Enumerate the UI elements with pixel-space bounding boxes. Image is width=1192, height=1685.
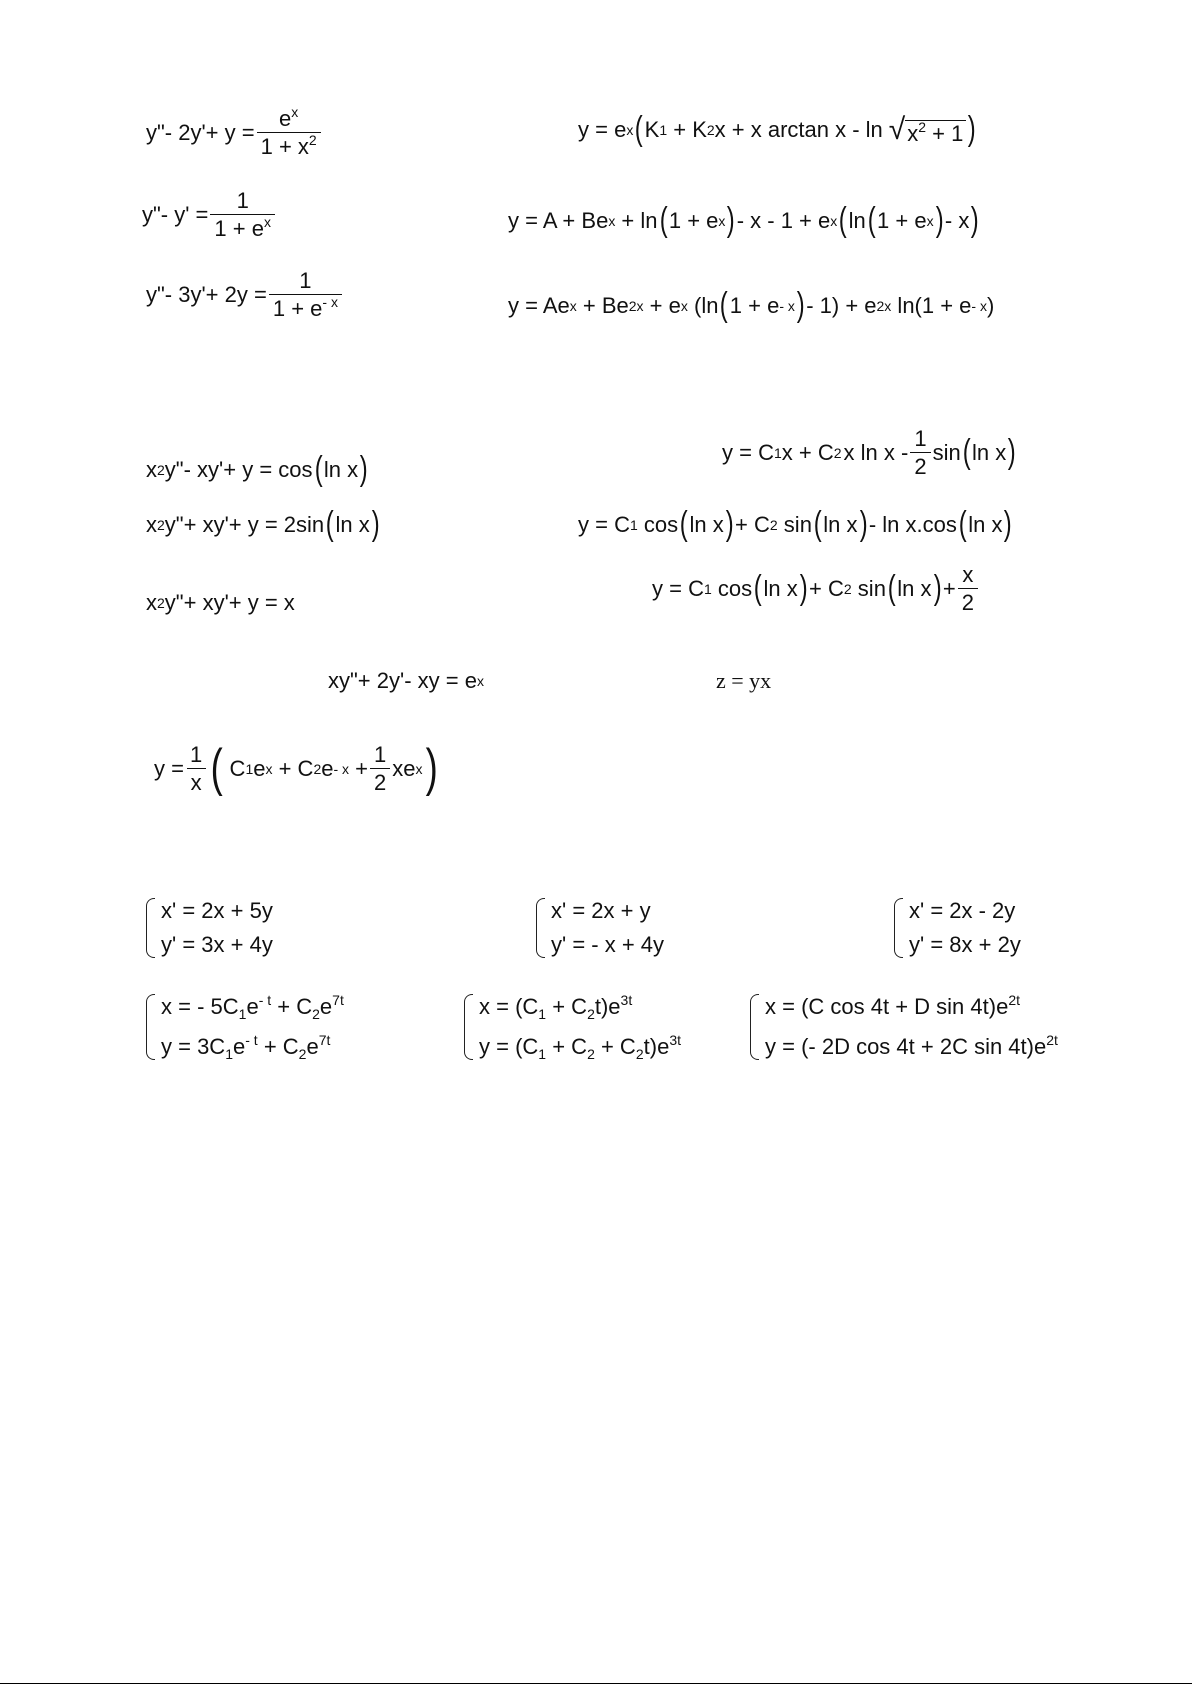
sol5-b: cos (637, 511, 679, 537)
sol2-f: 1 + e (877, 207, 927, 233)
sol3-h: ) (986, 292, 995, 318)
fraction-numerator: 1 (299, 268, 312, 293)
eq5-a: x (146, 511, 157, 537)
open-paren: ( (962, 433, 971, 472)
sol2-b: + ln (615, 207, 658, 233)
eq4-c: ln x (323, 456, 359, 482)
sqrt-tail: + 1 (926, 121, 964, 146)
part: t)e (594, 994, 621, 1019)
solution-7: y = $\frac{1}{x}$ ( C 1 e x + C 2 e - x + $\frac{1}{2}$ xe x ) (154, 739, 438, 798)
system-solution-1-line-1 (161, 992, 344, 1022)
brace-icon (146, 994, 155, 1060)
sub: 1 (238, 1006, 247, 1022)
part: e (319, 994, 333, 1019)
sol1-pre: y = e (578, 117, 627, 142)
eq6-a: x (146, 590, 157, 615)
equation-1 (146, 104, 323, 159)
system-solution-1-line-2 (161, 1032, 344, 1062)
solution-4: y = C 1 x + C 2 x ln x - $\frac{1}{2}$ sin ( ln x ) (722, 426, 1016, 479)
open-paren: ( (838, 201, 847, 239)
sol2-d: - x - 1 + e (736, 207, 831, 233)
sol5-a: y = C (578, 511, 630, 537)
close-paren: ) (371, 505, 380, 543)
fraction-denominator (269, 294, 342, 320)
open-paren: ( (753, 569, 762, 608)
fraction-numerator: 1 (914, 426, 927, 451)
sol7-a: y = (154, 756, 184, 781)
sup: 2t (1046, 1032, 1058, 1048)
sol2-c: 1 + e (668, 207, 719, 233)
system-3-lines (909, 898, 1021, 958)
system-solution-1 (146, 994, 344, 1060)
brace-icon (146, 898, 155, 958)
brace-icon (750, 994, 759, 1060)
part: e (306, 1034, 319, 1059)
sol7-d: + C (272, 756, 314, 781)
sol3-e: 1 + e (729, 292, 780, 318)
close-paren: ) (725, 505, 734, 543)
part: y = (- 2D cos 4t + 2C sin 4t)e (765, 1034, 1047, 1059)
close-paren: ) (859, 505, 868, 543)
sol6-d: + C (809, 576, 844, 601)
sol7-e: e (321, 756, 334, 781)
system-solution-3 (750, 994, 1058, 1060)
num-sup: x (291, 104, 299, 120)
solution-2: y = A + Be x + ln ( 1 + e x ) - x - 1 + e x ( ln ( 1 + e x ) - x ) (508, 201, 980, 239)
open-paren: ( (679, 505, 688, 543)
sol7-c: e (253, 756, 266, 781)
fraction-denominator: 2 (958, 588, 978, 614)
sol2-e: ln (848, 207, 866, 233)
system-2-lines (551, 898, 664, 958)
sol7-g: xe (392, 756, 416, 781)
part: + C (257, 1034, 299, 1059)
sol7-fraction (186, 744, 206, 794)
eq4-b: y"- xy'+ y = cos (164, 456, 313, 482)
open-paren: ( (720, 286, 729, 324)
part: y = (C (479, 1034, 539, 1059)
close-paren: ) (968, 110, 977, 149)
sub: 1 (225, 1046, 233, 1062)
sol4-e: ln x (972, 440, 1007, 465)
open-paren: ( (635, 110, 643, 149)
close-paren: ) (359, 450, 368, 488)
close-paren: ) (971, 201, 980, 239)
open-paren: ( (958, 505, 967, 543)
sol5-h: ln x (968, 511, 1003, 537)
equation-2-lhs: y"- y' = (142, 202, 209, 227)
open-paren: ( (887, 569, 896, 608)
sol6-c: ln x (763, 576, 798, 601)
open-paren: ( (325, 505, 334, 543)
system-3 (894, 898, 1021, 958)
open-paren: ( (867, 201, 876, 239)
sol6-f: ln x (897, 576, 932, 601)
system-1-line-2: y' = 3x + 4y (161, 932, 273, 957)
sol1-plus: + K (667, 117, 707, 142)
solution-1: y = e x ( K 1 + K 2 x + x arctan x - ln √ $x^2 + 1$ ) (578, 110, 977, 149)
sol2-a: y = A + Be (508, 207, 609, 233)
sol7-b: C (229, 756, 246, 781)
equation-4: x 2 y"- xy'+ y = cos ( ln x ) (146, 450, 368, 488)
sol6-g: + (942, 576, 956, 601)
brace-icon (536, 898, 545, 958)
sup: 2t (1008, 992, 1020, 1008)
system-solution-3-line-1 (765, 992, 1058, 1019)
open-paren: ( (314, 450, 323, 488)
sol6-fraction (958, 564, 978, 614)
sqrt-sup: 2 (918, 119, 927, 135)
sub: 2 (298, 1046, 307, 1062)
system-solution-3-line-2 (765, 1032, 1058, 1059)
close-paren: ) (1007, 433, 1016, 472)
open-paren: ( (813, 505, 822, 543)
sol6-b: cos (711, 576, 753, 601)
eq5-b: y"+ xy'+ y = 2sin (164, 511, 325, 537)
sol6-e: sin (851, 576, 886, 601)
sup: - t (245, 1032, 258, 1048)
sol6-a: y = C (652, 576, 704, 601)
sup: - t (258, 992, 272, 1008)
close-paren: ) (1004, 505, 1013, 543)
brace-icon (894, 898, 903, 958)
part: + C (594, 1034, 636, 1059)
sol3-c: + e (643, 292, 681, 318)
system-solution-2-lines (479, 994, 681, 1060)
part: + C (271, 994, 313, 1019)
sol3-a: y = Ae (508, 292, 570, 318)
part: + C (546, 1034, 588, 1059)
sqrt-icon: √ (888, 113, 906, 146)
sup: 3t (620, 992, 633, 1008)
substitution-text: z = yx (716, 668, 772, 693)
solution-3: y = Ae x + Be 2x + e x (ln ( 1 + e - x ) - 1) + e 2x ln(1 + e - x ) (508, 286, 995, 324)
fraction-numerator: 1 (236, 188, 249, 213)
sol7-fraction-2 (370, 744, 390, 794)
part: x = (C (479, 994, 539, 1019)
close-paren: ) (799, 569, 808, 608)
sol5-d: + C (735, 511, 770, 537)
system-solution-3-lines (765, 994, 1058, 1060)
fraction-denominator (210, 214, 275, 240)
sol4-d: sin (932, 440, 961, 465)
substitution (716, 670, 771, 692)
sol5-f: ln x (823, 511, 858, 537)
eq4-a: x (146, 456, 157, 482)
part: x = - 5C (161, 994, 239, 1019)
sub: 1 (538, 1046, 547, 1062)
system-2 (536, 898, 664, 958)
system-solution-2-line-2 (479, 1032, 681, 1062)
sol1-k1: K (644, 117, 660, 142)
sol4-b: x + C (781, 440, 834, 465)
sol4-fraction (910, 428, 930, 478)
sol7-f: + (349, 756, 369, 781)
equation-2-fraction (210, 190, 275, 240)
sqrt-x: x (907, 121, 919, 146)
den-text: 1 + x (260, 134, 309, 159)
eq6-b: y"+ xy'+ y = x (164, 590, 295, 615)
sub: 2 (587, 1046, 595, 1062)
close-paren: ) (935, 201, 944, 239)
sqrt-body (905, 120, 966, 145)
sub: 2 (587, 1006, 595, 1022)
system-solution-2-line-1 (479, 992, 681, 1022)
sol4-a: y = C (722, 440, 774, 465)
eq7-a: xy"+ 2y'- xy = e (328, 668, 477, 693)
den-text: 1 + e (272, 296, 323, 321)
solution-5: y = C 1 cos ( ln x ) + C 2 sin ( ln x ) - ln x.cos ( ln x ) (578, 505, 1013, 543)
sup: 7t (332, 992, 344, 1008)
den-text: 1 + e (214, 216, 264, 241)
equation-1-fraction (257, 104, 321, 159)
fraction-denominator: 2 (370, 768, 390, 794)
equation-3-fraction (269, 270, 342, 320)
page-bottom-rule (0, 1683, 1192, 1684)
equation-6: x 2 y"+ xy'+ y = x (146, 590, 295, 615)
system-2-line-2: y' = - x + 4y (551, 932, 665, 957)
fraction-denominator: 2 (910, 452, 930, 478)
close-paren: ) (727, 201, 736, 239)
part: t)e (643, 1034, 670, 1059)
sol3-f: - 1) + e (806, 292, 877, 318)
sup: 3t (669, 1032, 681, 1048)
fraction-denominator: x (187, 768, 206, 794)
den-sup: x (263, 214, 271, 230)
close-paren: ) (933, 569, 942, 608)
system-2-line-1: x' = 2x + y (551, 898, 651, 923)
sol2-g: - x (944, 207, 970, 233)
den-sup: 2 (308, 132, 317, 148)
close-paren: ) (425, 739, 438, 798)
num-text: e (279, 106, 292, 131)
den-sup: - x (322, 294, 338, 310)
equation-5: x 2 y"+ xy'+ y = 2sin ( ln x ) (146, 505, 380, 543)
equation-3 (146, 270, 344, 320)
equation-1-lhs: y"- 2y'+ y = (146, 120, 255, 145)
part: y = 3C (161, 1034, 226, 1059)
part: e (246, 994, 259, 1019)
part: + C (546, 994, 588, 1019)
part: x = (C cos 4t + D sin 4t)e (765, 994, 1009, 1019)
sol3-b: + Be (576, 292, 629, 318)
sub: 1 (538, 1006, 547, 1022)
system-solution-2 (464, 994, 681, 1060)
brace-icon (464, 994, 473, 1060)
system-solution-1-lines (161, 994, 344, 1060)
fraction-numerator (275, 104, 302, 132)
system-3-line-2: y' = 8x + 2y (909, 932, 1021, 957)
sol5-c: ln x (689, 511, 724, 537)
fraction-denominator (257, 132, 321, 158)
solution-6: y = C 1 cos ( ln x ) + C 2 sin ( ln x ) + $\frac{x}{2}$ (652, 564, 980, 614)
open-paren: ( (210, 739, 223, 798)
sol3-g: ln(1 + e (891, 292, 972, 318)
system-1-line-1: x' = 2x + 5y (161, 898, 273, 923)
fraction-numerator: 1 (374, 742, 387, 767)
part: e (233, 1034, 246, 1059)
fraction-numerator: 1 (189, 742, 203, 767)
fraction-numerator: x (962, 562, 974, 587)
sol4-c: x ln x - (843, 440, 909, 465)
sqrt (889, 115, 967, 145)
system-3-line-1: x' = 2x - 2y (909, 898, 1016, 923)
equation-2 (142, 190, 277, 240)
sol5-e: sin (777, 511, 812, 537)
sol1-mid: x + x arctan x - ln (714, 117, 883, 142)
sol3-d: (ln (687, 292, 719, 318)
sup: 7t (318, 1032, 331, 1048)
equation-7: xy"+ 2y'- xy = e x (328, 668, 484, 693)
sub: 2 (312, 1006, 320, 1022)
close-paren: ) (796, 286, 805, 324)
sub: 2 (635, 1046, 644, 1062)
eq5-c: ln x (335, 511, 370, 537)
open-paren: ( (659, 201, 668, 239)
sol5-g: - ln x.cos (868, 511, 957, 537)
system-1 (146, 898, 273, 958)
equation-3-lhs: y"- 3y'+ 2y = (146, 282, 267, 307)
system-1-lines (161, 898, 273, 958)
